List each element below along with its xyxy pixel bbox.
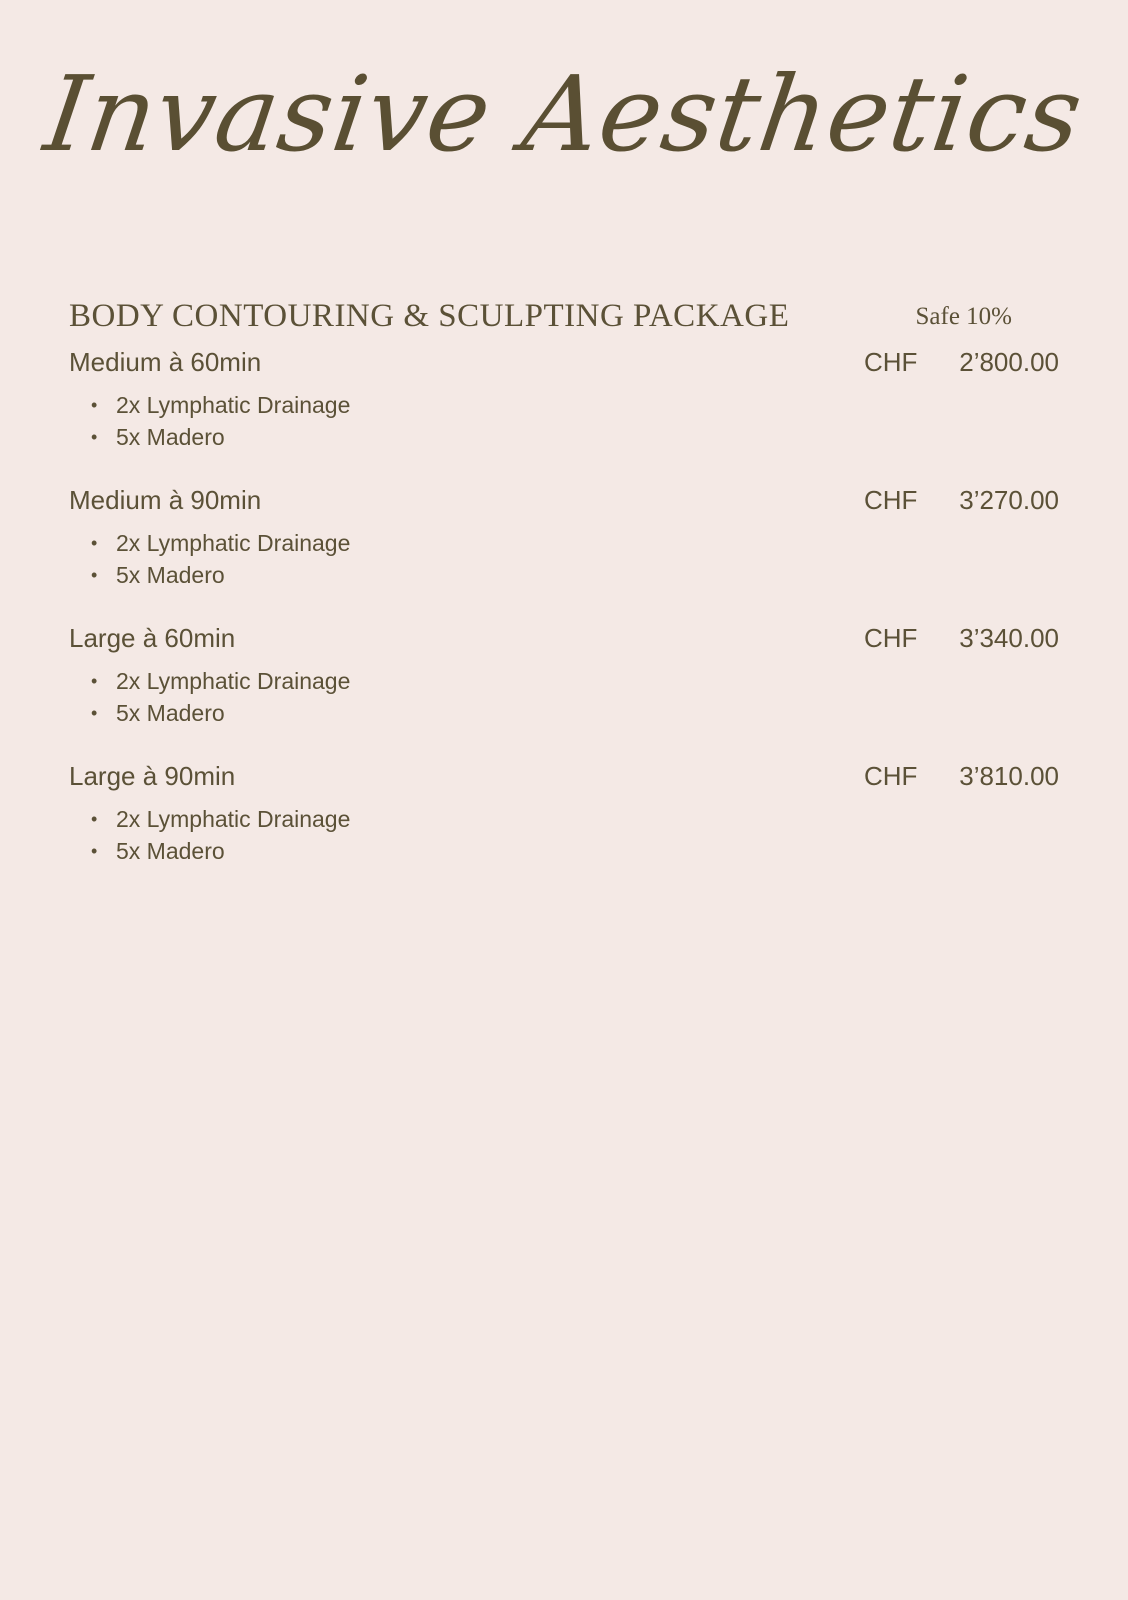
bullet-icon: • bbox=[91, 427, 98, 447]
package-list bbox=[69, 343, 1059, 895]
section-title: BODY CONTOURING & SCULPTING PACKAGE bbox=[69, 298, 790, 334]
include-label: 5x Madero bbox=[116, 700, 225, 726]
package-name: Large à 60min bbox=[69, 623, 236, 653]
package-currency: CHF bbox=[864, 761, 918, 791]
include-item bbox=[91, 421, 350, 453]
package-price: 3’340.00 bbox=[959, 623, 1059, 653]
package-row bbox=[69, 343, 1059, 383]
include-item bbox=[91, 697, 350, 729]
include-label: 2x Lymphatic Drainage bbox=[116, 806, 351, 832]
package-includes bbox=[91, 389, 350, 453]
page-title: Invasive Aesthetics bbox=[38, 53, 1090, 175]
include-item bbox=[91, 665, 350, 697]
package-item bbox=[69, 619, 1059, 757]
include-label: 5x Madero bbox=[116, 424, 225, 450]
bullet-icon: • bbox=[91, 395, 98, 415]
package-row bbox=[69, 481, 1059, 521]
package-currency: CHF bbox=[864, 347, 918, 377]
bullet-icon: • bbox=[91, 671, 98, 691]
include-label: 2x Lymphatic Drainage bbox=[116, 530, 351, 556]
package-item bbox=[69, 757, 1059, 895]
bullet-icon: • bbox=[91, 703, 98, 723]
bullet-icon: • bbox=[91, 565, 98, 585]
include-label: 5x Madero bbox=[116, 562, 225, 588]
include-label: 5x Madero bbox=[116, 838, 225, 864]
discount-note: Safe 10% bbox=[915, 303, 1012, 330]
package-item bbox=[69, 343, 1059, 481]
package-name: Medium à 90min bbox=[69, 485, 262, 515]
package-item bbox=[69, 481, 1059, 619]
include-item bbox=[91, 803, 350, 835]
package-price: 3’270.00 bbox=[959, 485, 1059, 515]
package-currency: CHF bbox=[864, 485, 918, 515]
package-row bbox=[69, 757, 1059, 797]
bullet-icon: • bbox=[91, 841, 98, 861]
package-row bbox=[69, 619, 1059, 659]
package-includes bbox=[91, 527, 350, 591]
package-currency: CHF bbox=[864, 623, 918, 653]
include-item bbox=[91, 559, 350, 591]
package-includes bbox=[91, 803, 350, 867]
package-includes bbox=[91, 665, 350, 729]
package-price: 3’810.00 bbox=[959, 761, 1059, 791]
package-name: Medium à 60min bbox=[69, 347, 262, 377]
bullet-icon: • bbox=[91, 809, 98, 829]
package-price: 2’800.00 bbox=[959, 347, 1059, 377]
section-header bbox=[69, 298, 1059, 338]
include-label: 2x Lymphatic Drainage bbox=[116, 668, 351, 694]
include-item bbox=[91, 389, 350, 421]
bullet-icon: • bbox=[91, 533, 98, 553]
include-label: 2x Lymphatic Drainage bbox=[116, 392, 351, 418]
include-item bbox=[91, 527, 350, 559]
package-name: Large à 90min bbox=[69, 761, 236, 791]
include-item bbox=[91, 835, 350, 867]
